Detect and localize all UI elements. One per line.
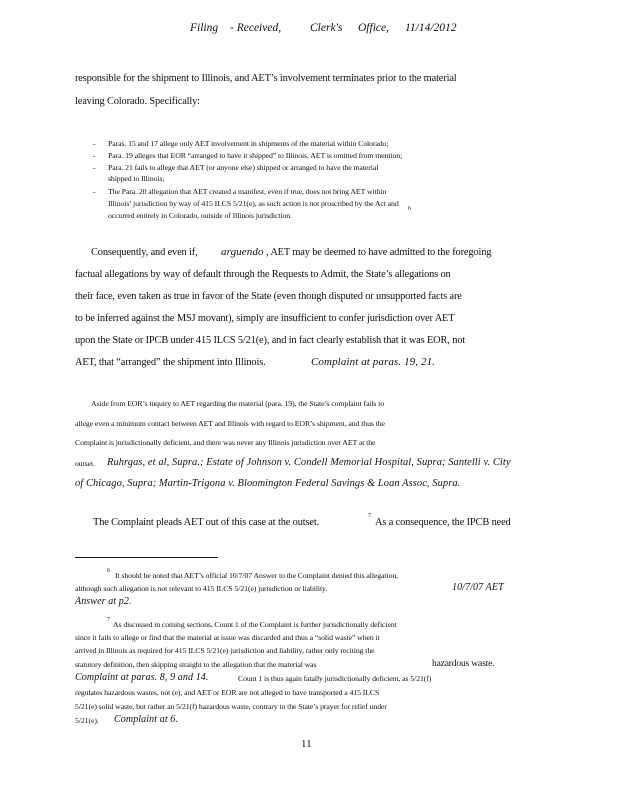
bullet-dash: - (93, 139, 96, 148)
para2-line-3: their face, even taken as true in favor of the State (even though disputed or unsupported facts are (75, 291, 462, 302)
footnote-7-line-1: As discussed in coming sections, Count 1 of the Complaint is further jurisdictionally deficient (113, 620, 397, 629)
footnote-7-cite-1: Complaint at paras. 8, 9 and 14. (75, 672, 209, 683)
footnote-7-line-3: arrived in Illinois as required for 415 ILCS 5/21(e) jurisdiction and liability, rather only reciting the (75, 646, 375, 655)
para2-line-5: upon the State or IPCB under 415 ILCS 5/21(e), and in fact clearly establish that it was EOR, not (75, 335, 466, 346)
bullet-dash: - (93, 151, 96, 160)
para2-line-1a: Consequently, and even if, (91, 247, 198, 258)
intro-line-1: responsible for the shipment to Illinois, and AET’s involvement terminates prior to the material (75, 73, 457, 84)
para3-line-4a: outset. (75, 459, 95, 468)
footnote-7-line-6: regulates hazardous wastes, not (e), and AET or EOR are not alleged to have transported a 415 ILCS (75, 688, 380, 697)
bullet-2: Para. 19 alleges that EOR “arranged to have it shipped” to Illinois, AET is omitted from mention; (108, 151, 403, 160)
header-received: - Received, (230, 22, 282, 34)
bullet-3-line-2: shipped to Illinois; (108, 174, 165, 183)
footnote-6-line-1: It should be noted that AET’s official 10/7/07 Answer to the Complaint denied this allegation, (115, 571, 399, 580)
para2-line-1c: , AET may be deemed to have admitted to the foregoing (266, 247, 492, 258)
para3-line-1: Aside from EOR’s inquiry to AET regarding the material (para. 19), the State’s complaint fails to (91, 399, 385, 408)
footnote-7-number: 7 (107, 617, 110, 623)
footnote-7-cite-2: Complaint at 6. (114, 714, 179, 725)
header-date: 11/14/2012 (405, 22, 457, 34)
footnote-6-line-2: although such allegation is not relevant to 415 ILCS 5/21(e) jurisdiction or liability. (75, 584, 328, 593)
footnote-ref-7: 7 (368, 513, 371, 519)
footnote-7-line-4a: statutory definition, then skipping straight to the allegation that the material was (75, 660, 317, 669)
footnote-7-line-4b: hazardous waste. (432, 658, 495, 669)
footnote-7-line-2: since it fails to allege or find that the material at issue was discarded and thus a “solid waste” when it (75, 633, 380, 642)
para3-citations-2: of Chicago, Supra; Martin-Trigona v. Bloomington Federal Savings & Loan Assoc, Supra. (75, 478, 461, 489)
para2-line-6a: AET, that “arranged” the shipment into Illinois. (75, 357, 266, 368)
bullet-1: Paras. 15 and 17 allege only AET involvement in shipments of the material within Colorado; (108, 139, 389, 148)
footnote-6-cite-1: 10/7/07 AET (452, 582, 504, 593)
bullet-4-line-3: occurred entirely in Colorado, outside of Illinois jurisdiction. (108, 211, 292, 220)
para2-arguendo: arguendo (221, 246, 264, 258)
footnote-6-number: 6 (107, 568, 110, 574)
para2-line-2: factual allegations by way of default through the Requests to Admit, the State’s allegations on (75, 269, 451, 280)
footnote-ref-6: 6 (408, 206, 411, 212)
footnote-6-cite-2: Answer at p2. (75, 596, 132, 607)
bullet-dash: - (93, 163, 96, 172)
footnote-7-line-5b: Count 1 is thus again fatally jurisdictionally deficient, as 5/21(f) (238, 674, 432, 683)
footnote-7-line-8a: 5/21(e). (75, 716, 99, 725)
header-filing: Filing (190, 22, 219, 34)
footnote-separator (75, 557, 218, 558)
footnote-7-line-7: 5/21(e) solid waste, but rather an 5/21(f) hazardous waste, contrary to the State’s prayer for relief under (75, 702, 387, 711)
page-number: 11 (301, 738, 312, 750)
para2-line-4: to be inferred against the MSJ movant), simply are insufficient to confer jurisdiction over AET (75, 313, 455, 324)
para4-line-1b: As a consequence, the IPCB need (375, 517, 511, 528)
header-clerks: Clerk's (310, 22, 343, 34)
para3-citations-1: Ruhrgas, et al, Supra.; Estate of Johnson v. Condell Memorial Hospital, Supra; Santelli v. City (107, 457, 511, 468)
header-office: Office, (358, 22, 389, 34)
bullet-dash: - (93, 187, 96, 196)
para3-line-2: allege even a minimum contact between AET and Illinois with regard to EOR’s shipment, and thus the (75, 419, 385, 428)
bullet-4-line-1: The Para. 20 allegation that AET created a manifest, even if true, does not bring AET within (108, 187, 387, 196)
intro-line-2: leaving Colorado. Specifically: (75, 96, 200, 107)
para2-citation: Complaint at paras. 19, 21. (311, 356, 436, 368)
bullet-3-line-1: Para. 21 fails to allege that AET (or anyone else) shipped or arranged to have the material (108, 163, 379, 172)
para4-line-1a: The Complaint pleads AET out of this case at the outset. (93, 517, 320, 528)
bullet-4-line-2: Illinois’ jurisdiction by way of 415 ILCS 5/21(e), as such action is not proscribed by the Act and (108, 199, 399, 208)
para3-line-3: Complaint is jurisdictionally deficient, and there was never any Illinois jurisdiction over AET at the (75, 438, 376, 447)
